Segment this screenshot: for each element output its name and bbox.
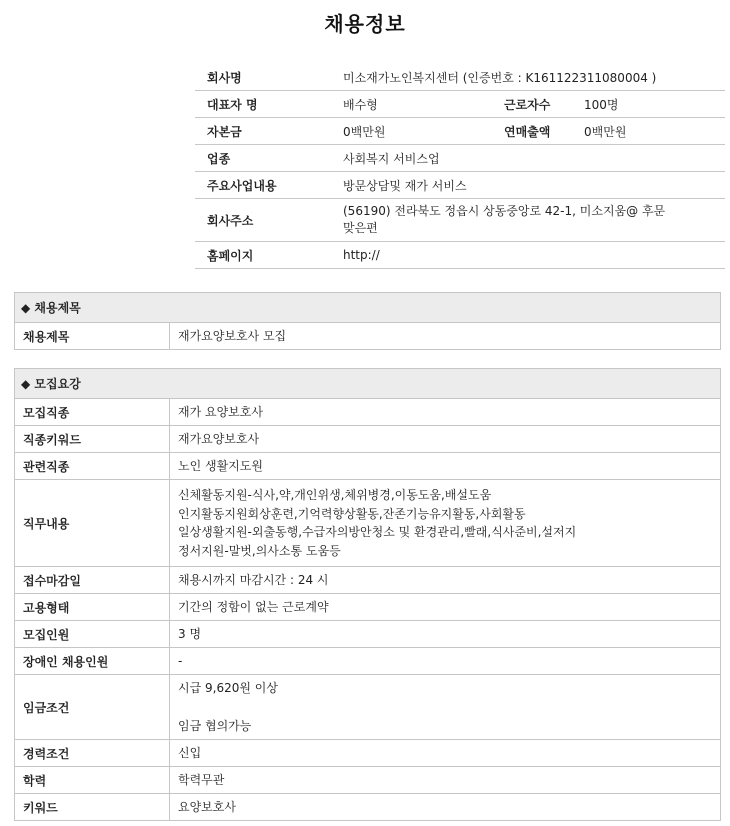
related-job-value: 노인 생활지도원 <box>170 453 721 480</box>
disabled-hire-label: 장애인 채용인원 <box>15 648 170 675</box>
employees-value: 100명 <box>572 91 725 118</box>
wage-row <box>15 675 721 740</box>
job-title-section-header: ◆ 채용제목 <box>15 293 721 323</box>
industry-label: 업종 <box>195 145 331 172</box>
employees-label: 근로자수 <box>504 91 572 118</box>
duties-line: 정서지원-말벗,의사소통 도움등 <box>178 543 341 558</box>
education-row <box>15 767 721 794</box>
company-name-row <box>195 64 725 91</box>
company-industry-row <box>195 145 725 172</box>
company-address-row <box>195 199 725 242</box>
deadline-value: 채용시까지 마감시간 : 24 시 <box>170 567 721 594</box>
experience-label: 경력조건 <box>15 740 170 767</box>
job-title-value: 재가요양보호사 모집 <box>170 323 721 350</box>
duties-line: 일상생활지원-외출동행,수급자의방안청소 및 환경관리,빨래,식사준비,설저지 <box>178 525 577 539</box>
experience-value: 신입 <box>170 740 721 767</box>
capital-label: 자본금 <box>195 118 331 145</box>
employment-type-row <box>15 594 721 621</box>
headcount-row <box>15 621 721 648</box>
employment-type-label: 고용형태 <box>15 594 170 621</box>
homepage-link[interactable]: http:// <box>331 242 725 269</box>
experience-row <box>15 740 721 767</box>
requirements-section <box>14 368 721 821</box>
address-line-2: 맞은편 <box>343 221 378 235</box>
address-value <box>331 199 725 242</box>
capital-value: 0백만원 <box>331 118 504 145</box>
headcount-label: 모집인원 <box>15 621 170 648</box>
ceo-label: 대표자 명 <box>195 91 331 118</box>
address-line-1: (56190) 전라북도 정읍시 상동중앙로 42-1, 미소지움@ 후문 <box>343 204 666 218</box>
homepage-label: 홈페이지 <box>195 242 331 269</box>
company-name-value: 미소재가노인복지센터 (인증번호 : K161122311080004 ) <box>331 64 725 91</box>
keywords-value: 요양보호사 <box>170 794 721 821</box>
company-homepage-row <box>195 242 725 269</box>
wage-label: 임금조건 <box>15 675 170 740</box>
company-name-label: 회사명 <box>195 64 331 91</box>
related-job-label: 관련직종 <box>15 453 170 480</box>
education-value: 학력무관 <box>170 767 721 794</box>
sales-value: 0백만원 <box>572 118 725 145</box>
job-keyword-value: 재가요양보호사 <box>170 426 721 453</box>
job-keyword-label: 직종키워드 <box>15 426 170 453</box>
job-title-section <box>14 292 721 350</box>
company-info-table <box>195 64 725 269</box>
deadline-row <box>15 567 721 594</box>
address-label: 회사주소 <box>195 199 331 242</box>
duties-line: 신체활동지원-식사,약,개인위생,체위병경,이동도움,배설도움 <box>178 488 492 502</box>
wage-value <box>170 675 721 740</box>
business-value: 방문상담및 재가 서비스 <box>331 172 725 199</box>
ceo-value: 배수형 <box>331 91 504 118</box>
deadline-label: 접수마감일 <box>15 567 170 594</box>
job-title-label: 채용제목 <box>15 323 170 350</box>
duties-label: 직무내용 <box>15 480 170 567</box>
requirements-header-row <box>15 369 721 399</box>
disabled-hire-row <box>15 648 721 675</box>
position-row <box>15 399 721 426</box>
position-value: 재가 요양보호사 <box>170 399 721 426</box>
related-job-row <box>15 453 721 480</box>
education-label: 학력 <box>15 767 170 794</box>
duties-value <box>170 480 721 567</box>
keywords-row <box>15 794 721 821</box>
keyword-row <box>15 426 721 453</box>
wage-line: 임금 협의가능 <box>178 719 252 733</box>
company-capital-row <box>195 118 725 145</box>
employment-type-value: 기간의 정함이 없는 근로계약 <box>170 594 721 621</box>
company-ceo-row <box>195 91 725 118</box>
industry-value: 사회복지 서비스업 <box>331 145 725 172</box>
business-label: 주요사업내용 <box>195 172 331 199</box>
sales-label: 연매출액 <box>504 118 572 145</box>
wage-line: 시급 9,620원 이상 <box>178 680 278 695</box>
duties-row <box>15 480 721 567</box>
requirements-section-header: ◆ 모집요강 <box>15 369 721 399</box>
duties-line: 인지활동지원회상훈련,기억력향상활동,잔존기능유지활동,사회활동 <box>178 506 526 521</box>
disabled-hire-value: - <box>170 648 721 675</box>
page-title: 채용정보 <box>324 12 406 36</box>
keywords-label: 키워드 <box>15 794 170 821</box>
job-title-header-row <box>15 293 721 323</box>
position-label: 모집직종 <box>15 399 170 426</box>
headcount-value: 3 명 <box>170 621 721 648</box>
company-business-row <box>195 172 725 199</box>
job-title-row <box>15 323 721 350</box>
